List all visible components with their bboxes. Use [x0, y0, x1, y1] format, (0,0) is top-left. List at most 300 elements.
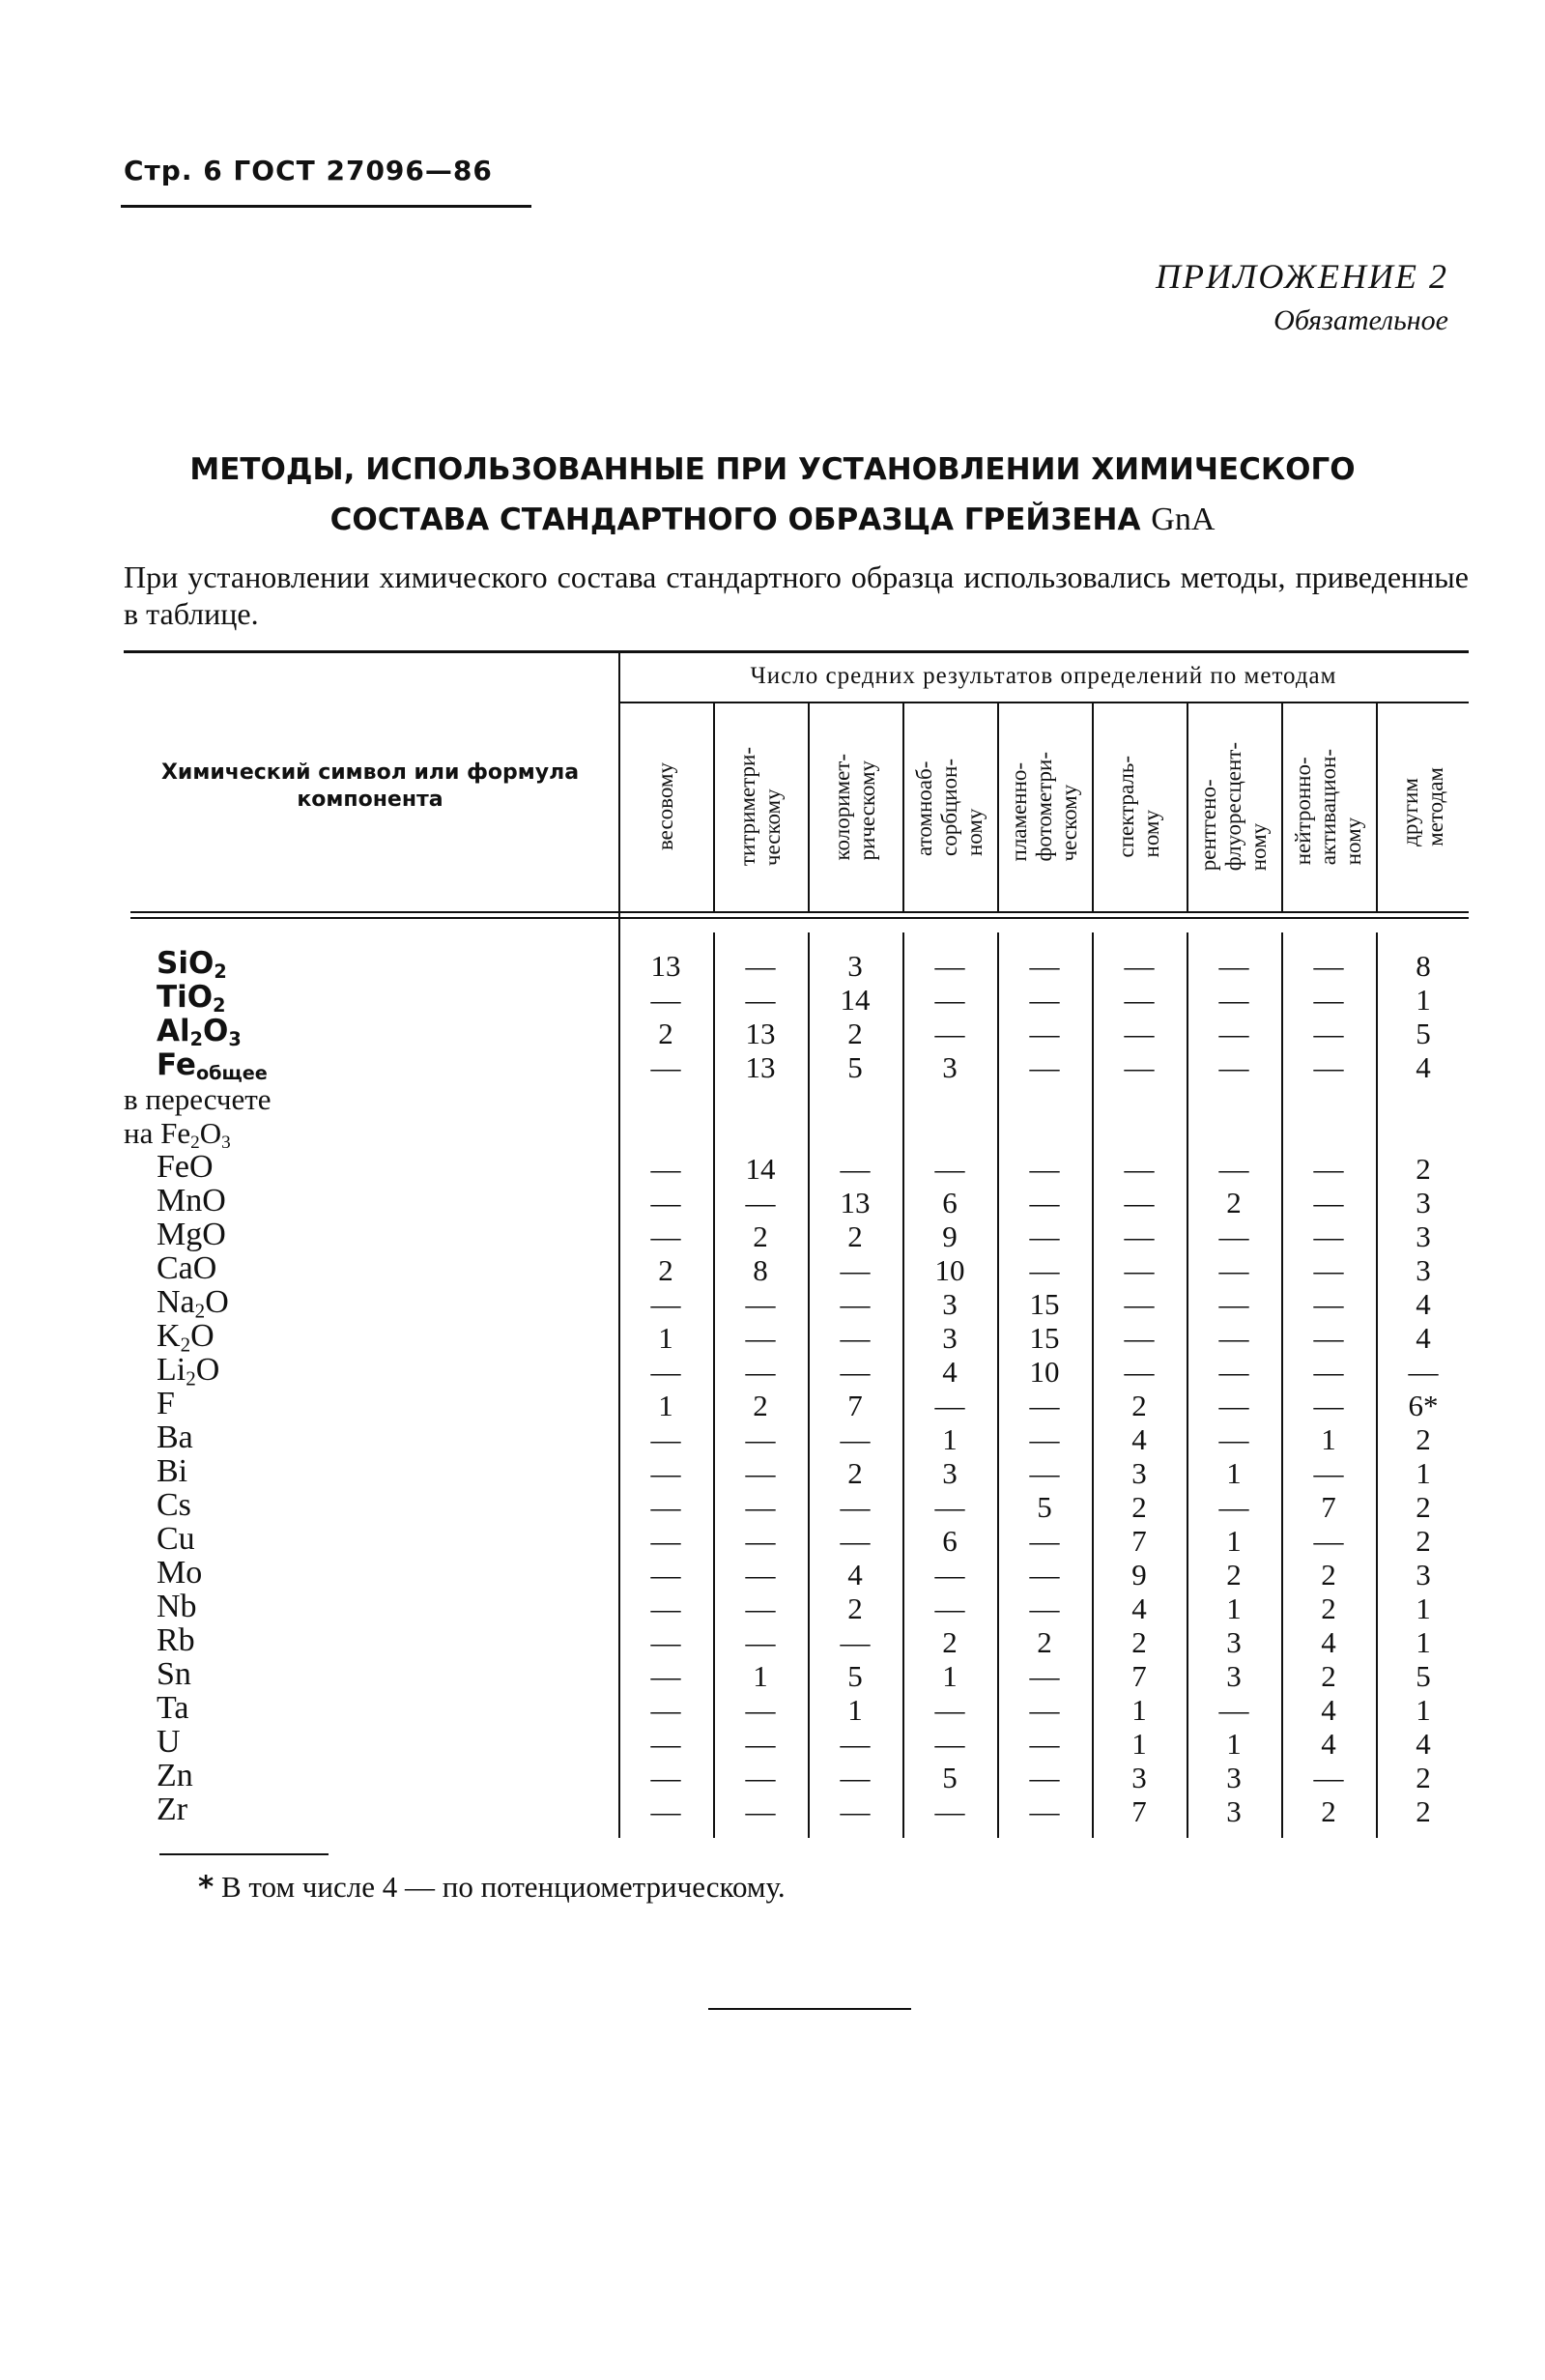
- table-cell: 2: [1416, 1794, 1431, 1828]
- method-header-label: пламенно- фотометри- ческому: [1007, 752, 1081, 862]
- table-cell: 4: [942, 1355, 958, 1389]
- component-name: [157, 1556, 202, 1590]
- table-cell: —: [1029, 1219, 1060, 1253]
- component-name: [157, 1488, 191, 1522]
- table-cell: —: [650, 1693, 681, 1727]
- table-cell: 5: [847, 1659, 863, 1693]
- footnote-text: В том числе 4 — по потенциометрическому.: [220, 1870, 786, 1904]
- title-line-2-suffix: GnA: [1151, 502, 1216, 537]
- table-cell: —: [745, 1186, 776, 1219]
- table-cell: 2: [1416, 1761, 1431, 1794]
- table-cell: 8: [1416, 949, 1431, 983]
- table-cell: 2: [1321, 1659, 1336, 1693]
- method-header-5: [997, 710, 1092, 903]
- table-cell: 2: [942, 1625, 958, 1659]
- table-cell: 3: [942, 1287, 958, 1321]
- table-cell: 2: [1416, 1422, 1431, 1456]
- table-cell: —: [1218, 1219, 1249, 1253]
- table-cell: 1: [1416, 983, 1431, 1017]
- table-cell: 4: [1321, 1693, 1336, 1727]
- method-header-8: [1281, 710, 1376, 903]
- table-cell: 15: [1029, 1287, 1060, 1321]
- table-cell: —: [745, 1524, 776, 1558]
- table-cell: 2: [1321, 1558, 1336, 1591]
- component-name: [157, 1387, 175, 1420]
- table-cell: 2: [658, 1017, 673, 1050]
- table-cell: —: [745, 983, 776, 1017]
- table-cell: —: [650, 983, 681, 1017]
- table-cell: —: [745, 1456, 776, 1490]
- table-cell: —: [934, 1794, 965, 1828]
- table-cell: —: [934, 1389, 965, 1422]
- method-header-1: [618, 710, 713, 903]
- component-name: [157, 1454, 187, 1488]
- table-cell: 6: [942, 1186, 958, 1219]
- table-cell: —: [1408, 1355, 1439, 1389]
- component-name: [157, 1623, 195, 1657]
- table-cell: —: [1029, 949, 1060, 983]
- component-subscript: 2: [189, 1027, 203, 1050]
- table-cell: 3: [847, 949, 863, 983]
- table-cell: —: [745, 1761, 776, 1794]
- table-cell: —: [840, 1355, 871, 1389]
- table-cell: —: [1313, 1456, 1344, 1490]
- header-bottom-rule-1: [130, 911, 1469, 913]
- table-cell: 3: [1226, 1659, 1242, 1693]
- table-cell: 13: [650, 949, 681, 983]
- appendix-title: ПРИЛОЖЕНИЕ 2: [1156, 257, 1448, 296]
- footnote-rule: [159, 1853, 329, 1855]
- table-cell: —: [650, 1558, 681, 1591]
- table-cell: —: [1313, 1321, 1344, 1355]
- table-cell: 13: [840, 1186, 871, 1219]
- table-cell: 2: [847, 1456, 863, 1490]
- component-text: Li: [157, 1352, 186, 1388]
- table-cell: 7: [1321, 1490, 1336, 1524]
- table-cell: 3: [942, 1050, 958, 1084]
- table-cell: —: [745, 1794, 776, 1828]
- component-name: [157, 1792, 187, 1826]
- method-header-label: колоримет- рическому: [830, 753, 879, 861]
- table-cell: 2: [658, 1253, 673, 1287]
- table-cell: —: [1124, 1253, 1155, 1287]
- table-cell: —: [840, 1321, 871, 1355]
- component-text: O: [205, 1284, 229, 1320]
- table-cell: 1: [1226, 1456, 1242, 1490]
- table-cell: —: [840, 1625, 871, 1659]
- table-cell: —: [1218, 1389, 1249, 1422]
- method-header-label: нейтронно- активацион- ному: [1291, 748, 1365, 866]
- table-cell: 1: [1131, 1693, 1147, 1727]
- component-text: в пересчете: [124, 1082, 272, 1116]
- component-name: [124, 1082, 272, 1116]
- table-cell: 15: [1029, 1321, 1060, 1355]
- component-text: MgO: [157, 1217, 226, 1252]
- component-name: [157, 1691, 189, 1725]
- table-cell: 3: [1131, 1761, 1147, 1794]
- table-cell: —: [1313, 949, 1344, 983]
- table-cell: 7: [847, 1389, 863, 1422]
- table-cell: 10: [934, 1253, 965, 1287]
- table-cell: 1: [1416, 1591, 1431, 1625]
- table-cell: —: [650, 1152, 681, 1186]
- table-cell: 10: [1029, 1355, 1060, 1389]
- component-name: [157, 1725, 181, 1759]
- table-cell: —: [1029, 1050, 1060, 1084]
- component-text: Ta: [157, 1690, 189, 1726]
- table-cell: —: [745, 1591, 776, 1625]
- table-cell: 4: [1416, 1321, 1431, 1355]
- table-cell: —: [840, 1524, 871, 1558]
- table-cell: 2: [753, 1219, 768, 1253]
- table-cell: 3: [1226, 1625, 1242, 1659]
- table-cell: —: [1029, 1186, 1060, 1219]
- table-cell: —: [1029, 983, 1060, 1017]
- table-cell: —: [745, 1422, 776, 1456]
- component-subscript: 2: [214, 960, 227, 983]
- table-cell: 2: [1037, 1625, 1052, 1659]
- table-cell: 4: [1131, 1591, 1147, 1625]
- table-cell: —: [1313, 1186, 1344, 1219]
- table-cell: 1: [1416, 1625, 1431, 1659]
- method-header-9: [1376, 710, 1471, 903]
- table-cell: —: [934, 983, 965, 1017]
- table-cell: —: [1124, 949, 1155, 983]
- table-cell: —: [934, 1017, 965, 1050]
- table-cell: —: [650, 1287, 681, 1321]
- table-cell: —: [1313, 983, 1344, 1017]
- table-cell: —: [1124, 983, 1155, 1017]
- table-cell: —: [840, 1490, 871, 1524]
- table-cell: 2: [1416, 1152, 1431, 1186]
- table-cell: 4: [1416, 1050, 1431, 1084]
- component-name: [157, 1759, 193, 1792]
- component-text: Cu: [157, 1521, 195, 1557]
- table-cell: —: [1029, 1794, 1060, 1828]
- table-cell: —: [745, 1355, 776, 1389]
- table-cell: —: [840, 1727, 871, 1761]
- component-subscript: 3: [228, 1027, 242, 1050]
- component-name: [157, 1251, 216, 1285]
- component-name: [157, 1218, 226, 1251]
- table-cell: —: [1029, 1422, 1060, 1456]
- method-header-2: [713, 710, 808, 903]
- component-text: TiO: [157, 980, 214, 1015]
- component-subscript: 2: [186, 1366, 196, 1391]
- table-cell: —: [1218, 983, 1249, 1017]
- group-header-rule: [618, 702, 1469, 703]
- table-cell: 3: [1131, 1456, 1147, 1490]
- table-cell: 2: [1416, 1490, 1431, 1524]
- table-cell: —: [1029, 1591, 1060, 1625]
- table-cell: —: [934, 1152, 965, 1186]
- table-cell: 1: [1416, 1456, 1431, 1490]
- table-cell: —: [840, 1152, 871, 1186]
- table-cell: —: [934, 1727, 965, 1761]
- table-cell: —: [1313, 1389, 1344, 1422]
- table-cell: —: [745, 1558, 776, 1591]
- component-text: Al: [157, 1014, 190, 1048]
- table-cell: 2: [847, 1017, 863, 1050]
- component-subscript: общее: [195, 1061, 268, 1084]
- table-cell: 9: [942, 1219, 958, 1253]
- table-cell: 1: [1321, 1422, 1336, 1456]
- header-rule: [121, 205, 531, 208]
- table-cell: —: [650, 1794, 681, 1828]
- table-cell: 2: [1131, 1490, 1147, 1524]
- table-cell: —: [1313, 1287, 1344, 1321]
- table-cell: —: [1029, 1727, 1060, 1761]
- table-cell: —: [745, 1625, 776, 1659]
- table-cell: 2: [1416, 1524, 1431, 1558]
- table-cell: —: [840, 1794, 871, 1828]
- table-cell: —: [934, 949, 965, 983]
- table-cell: —: [1218, 1693, 1249, 1727]
- component-text: Bi: [157, 1453, 188, 1489]
- component-text: Cs: [157, 1487, 191, 1523]
- table-cell: 14: [745, 1152, 776, 1186]
- table-cell: —: [1313, 1253, 1344, 1287]
- table-cell: —: [650, 1186, 681, 1219]
- method-header-label: титриметри- ческому: [735, 747, 785, 867]
- table-cell: —: [1218, 1017, 1249, 1050]
- table-cell: —: [1124, 1186, 1155, 1219]
- component-text: CaO: [157, 1250, 217, 1286]
- method-header-3: [808, 710, 902, 903]
- table-cell: —: [650, 1761, 681, 1794]
- component-text: SiO: [157, 946, 215, 981]
- table-cell: —: [1313, 1219, 1344, 1253]
- table-cell: —: [1313, 1761, 1344, 1794]
- table-cell: —: [1029, 1253, 1060, 1287]
- document-title: [0, 444, 1545, 545]
- component-text: K: [157, 1318, 181, 1354]
- table-cell: —: [650, 1422, 681, 1456]
- table-cell: 7: [1131, 1794, 1147, 1828]
- table-cell: —: [1124, 1050, 1155, 1084]
- title-line-2: [0, 495, 1545, 545]
- table-cell: 2: [1226, 1558, 1242, 1591]
- table-cell: —: [1029, 1761, 1060, 1794]
- component-name: [157, 1184, 226, 1218]
- group-header: Число средних результатов определений по методам: [750, 663, 1337, 689]
- table-cell: —: [1218, 949, 1249, 983]
- component-text: Nb: [157, 1589, 197, 1624]
- component-text: Na: [157, 1284, 195, 1320]
- method-header-label: спектраль- ному: [1114, 756, 1163, 858]
- table-cell: —: [1124, 1287, 1155, 1321]
- table-cell: —: [1218, 1152, 1249, 1186]
- table-cell: 1: [942, 1422, 958, 1456]
- component-text: F: [157, 1386, 175, 1421]
- table-cell: 14: [840, 983, 871, 1017]
- component-text: O: [203, 1014, 229, 1048]
- table-cell: —: [650, 1219, 681, 1253]
- table-cell: —: [840, 1287, 871, 1321]
- table-cell: 2: [847, 1591, 863, 1625]
- table-cell: —: [1124, 1017, 1155, 1050]
- table-cell: —: [1218, 1321, 1249, 1355]
- method-header-7: [1187, 710, 1281, 903]
- table-cell: 3: [942, 1321, 958, 1355]
- table-cell: —: [1124, 1152, 1155, 1186]
- component-subscript: 2: [190, 1132, 200, 1153]
- table-cell: —: [840, 1761, 871, 1794]
- table-cell: —: [1029, 1389, 1060, 1422]
- table-cell: 2: [1321, 1794, 1336, 1828]
- component-subscript: 2: [194, 1299, 206, 1323]
- table-cell: —: [1218, 1050, 1249, 1084]
- table-cell: —: [1029, 1017, 1060, 1050]
- table-cell: —: [1218, 1422, 1249, 1456]
- table-cell: —: [1029, 1693, 1060, 1727]
- table-cell: 5: [1037, 1490, 1052, 1524]
- component-text: O: [199, 1116, 222, 1150]
- table-cell: —: [1313, 1524, 1344, 1558]
- table-cell: —: [1313, 1050, 1344, 1084]
- table-cell: 1: [1226, 1591, 1242, 1625]
- table-cell: 1: [942, 1659, 958, 1693]
- table-cell: 13: [745, 1050, 776, 1084]
- appendix-subtitle: Обязательное: [1273, 304, 1448, 336]
- table-cell: —: [745, 1321, 776, 1355]
- table-cell: —: [1029, 1152, 1060, 1186]
- component-text: O: [195, 1352, 220, 1388]
- table-cell: 7: [1131, 1524, 1147, 1558]
- component-text: FeO: [157, 1149, 214, 1185]
- table-cell: 1: [753, 1659, 768, 1693]
- table-top-rule: [124, 650, 1469, 653]
- component-name: [157, 1420, 193, 1454]
- table-cell: —: [650, 1659, 681, 1693]
- table-cell: 6*: [1408, 1389, 1439, 1422]
- table-cell: 4: [1416, 1727, 1431, 1761]
- table-cell: 2: [847, 1219, 863, 1253]
- component-text: Fe: [157, 1047, 196, 1082]
- table-cell: —: [650, 1050, 681, 1084]
- table-cell: —: [1313, 1152, 1344, 1186]
- table-cell: —: [934, 1693, 965, 1727]
- table-cell: 1: [1226, 1727, 1242, 1761]
- table-cell: —: [1029, 1558, 1060, 1591]
- component-subscript: 2: [213, 993, 226, 1017]
- component-subscript: 3: [221, 1132, 231, 1153]
- table-cell: —: [1313, 1355, 1344, 1389]
- table-cell: 3: [1226, 1761, 1242, 1794]
- page-end-rule: [708, 2008, 911, 2010]
- footnote: [198, 1870, 786, 1905]
- table-cell: —: [745, 1727, 776, 1761]
- table-cell: 1: [1226, 1524, 1242, 1558]
- table-cell: 13: [745, 1017, 776, 1050]
- component-text: Rb: [157, 1622, 195, 1658]
- component-text: Ba: [157, 1419, 193, 1455]
- table-cell: —: [934, 1490, 965, 1524]
- table-cell: —: [1218, 1287, 1249, 1321]
- table-cell: —: [1124, 1355, 1155, 1389]
- table-cell: —: [745, 949, 776, 983]
- component-text: MnO: [157, 1183, 226, 1219]
- table-cell: 1: [1416, 1693, 1431, 1727]
- component-column-header: Химический символ или формула компонента: [160, 760, 580, 812]
- footnote-mark: *: [198, 1870, 215, 1905]
- table-cell: —: [840, 1422, 871, 1456]
- table-cell: —: [1218, 1490, 1249, 1524]
- table-cell: 3: [1416, 1219, 1431, 1253]
- component-text: Zr: [157, 1792, 188, 1827]
- table-cell: 6: [942, 1524, 958, 1558]
- table-cell: —: [745, 1693, 776, 1727]
- table-cell: 2: [1131, 1625, 1147, 1659]
- table-cell: —: [745, 1490, 776, 1524]
- table-cell: 2: [1131, 1389, 1147, 1422]
- table-cell: —: [650, 1456, 681, 1490]
- table-cell: —: [650, 1727, 681, 1761]
- table-cell: 5: [1416, 1659, 1431, 1693]
- table-cell: —: [840, 1253, 871, 1287]
- table-cell: 3: [1416, 1558, 1431, 1591]
- table-cell: 3: [1416, 1253, 1431, 1287]
- table-cell: 4: [1416, 1287, 1431, 1321]
- table-cell: —: [650, 1490, 681, 1524]
- component-name: [157, 1522, 195, 1556]
- table-cell: 3: [1416, 1186, 1431, 1219]
- table-cell: 2: [753, 1389, 768, 1422]
- table-cell: 5: [942, 1761, 958, 1794]
- table-cell: —: [1218, 1253, 1249, 1287]
- table-cell: 5: [1416, 1017, 1431, 1050]
- method-header-6: [1092, 710, 1187, 903]
- table-cell: 4: [1131, 1422, 1147, 1456]
- table-cell: 9: [1131, 1558, 1147, 1591]
- table-cell: —: [1029, 1524, 1060, 1558]
- component-text: U: [157, 1724, 181, 1760]
- component-name: [157, 1150, 214, 1184]
- table-cell: 1: [658, 1321, 673, 1355]
- method-header-label: атомноаб- сорбцион- ному: [912, 758, 987, 856]
- table-cell: 2: [1226, 1186, 1242, 1219]
- component-text: O: [190, 1318, 215, 1354]
- method-header-label: рентгено- флуоресцент- ному: [1196, 742, 1271, 872]
- component-subscript: 2: [180, 1333, 191, 1357]
- component-name: [157, 1657, 191, 1691]
- component-name: [157, 1590, 197, 1623]
- component-text: на Fe: [124, 1116, 191, 1150]
- method-header-label: весовому: [653, 762, 677, 851]
- table-cell: 7: [1131, 1659, 1147, 1693]
- title-line-2-text: СОСТАВА СТАНДАРТНОГО ОБРАЗЦА ГРЕЙЗЕНА: [329, 502, 1141, 537]
- table-cell: —: [650, 1625, 681, 1659]
- component-text: Sn: [157, 1656, 191, 1692]
- table-cell: 5: [847, 1050, 863, 1084]
- table-cell: 1: [658, 1389, 673, 1422]
- table-cell: —: [1313, 1017, 1344, 1050]
- table-cell: —: [1218, 1355, 1249, 1389]
- table-cell: —: [1124, 1219, 1155, 1253]
- page-header: Стр. 6 ГОСТ 27096—86: [124, 155, 493, 186]
- component-text: Mo: [157, 1555, 203, 1591]
- table-cell: —: [1124, 1321, 1155, 1355]
- table-cell: —: [650, 1591, 681, 1625]
- table-cell: 3: [1226, 1794, 1242, 1828]
- method-header-label: другим методам: [1398, 767, 1447, 846]
- table-cell: 1: [847, 1693, 863, 1727]
- table-cell: —: [745, 1287, 776, 1321]
- table-cell: 1: [1131, 1727, 1147, 1761]
- table-cell: —: [650, 1524, 681, 1558]
- table-cell: 2: [1321, 1591, 1336, 1625]
- table-cell: —: [1029, 1659, 1060, 1693]
